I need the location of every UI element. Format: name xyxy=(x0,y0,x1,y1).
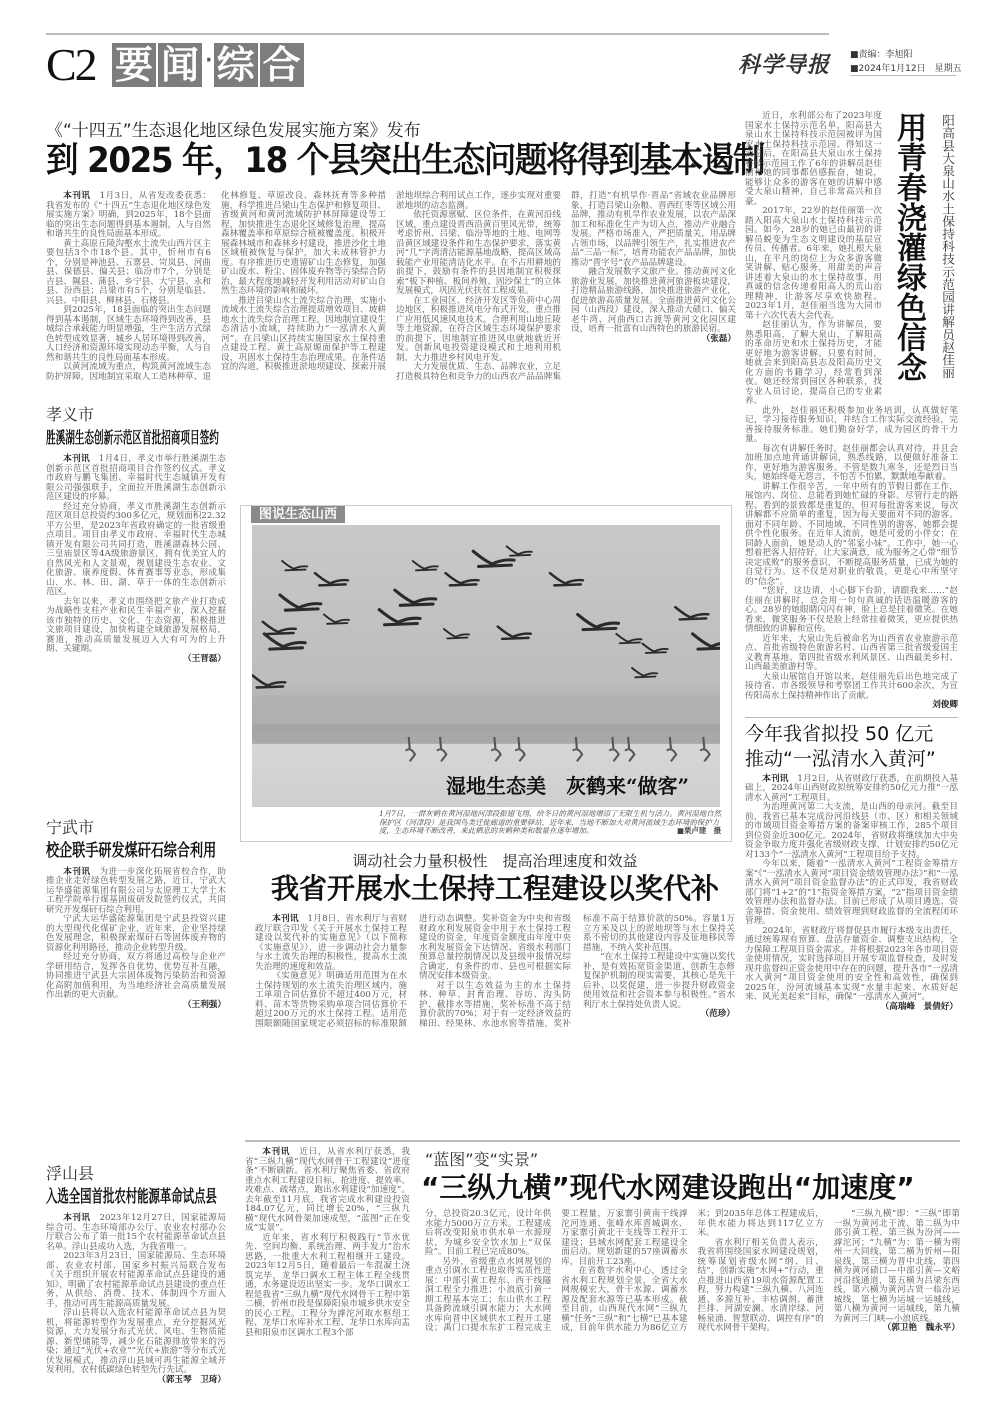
fushan-article xyxy=(46,1164,226,1385)
paragraph: “三纵九横”即：“三纵”即第一纵为黄河北干流、第二纵为中部引黄工程、第三纵为汾河——滹沱河；“九横”为：第一横为朔州一大同线，第二横为忻州—阳泉线，第三横为晋中北线，第四横为黄河碛口—中部引黄—文峪河沿线通道，第五横为吕梁东西线，第六横为黄河古贤一临汾运城线，第七横为运城一运城线，第八横为黄河一运城线，第九横为黄河三门峡—小浪底线。 xyxy=(833,1209,960,1324)
section-char: · xyxy=(204,43,214,78)
paragraph: 经过充分协商，孝义市胜溪湖生态创新示范区项目总投资约300多亿元，规划面积22.32平方公里，是2023年省政府确定的一批省级重点项目。项目由孝义市政府、幸福时代生态城镇开发有限公司共同打造，胜溪湖森林公园、三皇庙景区等4A级旅游景区，拥有优美宜人的自然风光和人文景观，规划建设生态农业、文化旅游、康养度假、体育赛事等业态，形成集山、水、林、田、湖、草于一体的生态创新示范区。 xyxy=(46,501,226,597)
shrub-line xyxy=(252,724,720,743)
fund-body xyxy=(745,775,958,1013)
masthead-right-rule xyxy=(850,75,956,76)
section-rule xyxy=(745,717,958,718)
fund-headline-line1: 今年我省拟投 50 亿元 xyxy=(745,722,934,745)
location-label: 孝义市 xyxy=(46,405,95,424)
photo-credit: ■栗卢建 摄 xyxy=(677,826,721,836)
paragraph: 今年以来，随着“一泓清水入黄河”工程资金筹措方案“《“一泓清水入黄河”项目资金绩效管理办法》”和“一泓清水入黄河”项目资金监督办法”的正式印发，我省财政部门将“1+2”的“1”指资金筹措方案，“2”指项目资金绩效管理办法和监督办法。目前已形成了从项目遴选、资金筹措、资金使用、绩效管理到财政监督的全流程闭环管理。 xyxy=(745,859,958,926)
article-body xyxy=(46,1214,226,1385)
soil-story xyxy=(255,852,735,1029)
paragraph: 1月2日，从省财政厅获悉，在前期投入基础上，2024年山西财政拟统筹安排约50亿元力推“一泓清水入黄河”工程项目。 xyxy=(745,773,958,803)
section-title xyxy=(112,43,306,87)
page-number: C2 xyxy=(46,39,96,90)
lead-tag: 本刊讯 xyxy=(63,191,91,201)
paragraph: 近年来，大泉山先后被命名为山西省农业旅游示范点、首批省级特色旅游名村、山西省第三批省级爱国主义教育基地、第四批省级水利风景区、山西最美乡村、山西最美旅游村等。 xyxy=(745,633,958,672)
paragraph: 每次有讲解任务时，赵佳丽都会认真对待，并且会加班加点地背诵讲解词，熟悉线路，以便做好准备工作，更好地为游客服务。不管是数九寒冬，还是烈日当头，她始终毫无怨言，不怕苦不怕累，默默地奉献着。 xyxy=(745,443,958,482)
paragraph: 分，总投资20.3亿元，设计年供水能力5000万立方米。工程建成后将改变阳泉市供水单一水源现状，为城乡安全饮水加上“双保险”。目前工程已完成80%。 xyxy=(425,1209,552,1257)
paragraph: 推进吕梁山水土流失综合治理，实施小流域水土流失综合治理提质增效项目、坡耕地水土流失综合治理工程，因地制宜建设生态清洁小流域，持续助力“一泓清水入黄河”。在吕梁山区持续实施国家水土保持重点建设工程、黄土高原塬面保护等工程建设，巩固水土保持生态治理成果。在条件适宜的沟道，积极推进淤地坝建设、探索开展淤地坝综合利用试点工作，逐步实现对重要淤地坝的动态监测。 xyxy=(221,191,561,372)
water-network-article xyxy=(245,1140,960,1338)
photo-caption xyxy=(379,810,721,836)
soil-story-body xyxy=(255,915,735,1029)
article-headline: 胜溪湖生态创新示范区首批招商项目签约 xyxy=(46,428,219,447)
water-lead-body xyxy=(245,1148,410,1338)
section-char: 综 xyxy=(214,43,258,87)
lead-tag: 本刊讯 xyxy=(63,454,90,464)
water-body xyxy=(425,1210,960,1334)
profile-article xyxy=(745,112,958,711)
section-char: 闻 xyxy=(158,43,202,87)
paragraph: 1月4日，孝义市举行胜溪湖生态创新示范区首批招商项目合作签约仪式。孝义市政府与鹏飞集团、幸福时代生态城镇开发有限公司强强联手，全面拉开胜溪湖生态创新示范区建设的序幕。 xyxy=(46,454,226,502)
top-story-headline: 到 2025 年，18 个县突出生态问题将得到基本遏制 xyxy=(46,141,765,181)
top-story-body xyxy=(46,192,736,382)
paragraph: 在工业园区、经济开发区等负荷中心周边地区，积极推进风电分布式开发，重点推广应用低风速风电技术。合理利用山地丘陵等土地资源，在符合区域生态环境保护要求的前提下，因地制宜推进风电就地就近开发。创新风电投资建设模式和土地利用机制，大力推进乡村风电开发。 xyxy=(396,295,561,363)
article-body xyxy=(46,455,226,664)
profile-subtitle: 阳高县大泉山水土保持科技示范园讲解员赵佳丽 xyxy=(940,114,955,379)
water-headline: “三纵九横”现代水网建设跑出“加速度” xyxy=(421,1171,915,1204)
paragraph: 大力发展优质、生态、品牌农业，立足打造极具特色和竞争力的山西农产品品牌集群，打造“有机旱作·晋品”省域农业品牌形象，打造吕梁山杂粮、晋西红枣等区域公用品牌，推动有机旱作农业发展，以农产品深加工和标准化生产为切入点，推动产业融合发展。严格市场准入，严把质量关，用品牌占领市场，以品牌引领生产，扎实推进农产品“三品一标”，培育功能农产品品牌，加快推动“晋字号”农产品品牌建设。 xyxy=(396,191,736,382)
section-rule xyxy=(245,1140,960,1142)
paragraph: 到2025年，18县面临的突出生态问题得到基本遏制，区域生态环境得到改善，县城综合承载能力明显增强，生产生活方式绿色转型成效显著，城乡人居环境得到改善，人口经济和资源环境实现动态平衡，人与自然和谐共生的良性局面基本形成。 xyxy=(46,305,211,363)
editor-credit: ■责编：李旭阳 xyxy=(850,50,913,60)
paragraph: 1月8日，省水利厅与省财政厅联合印发《关于开展水土保持工程建设以奖代补的实施意见》（以下简称《实施意见》），进一步调动社会力量参与水土流失治理的积极性，提高水土流失治理的速度和效益。 xyxy=(255,914,407,972)
byline: （高瑞峰 景倩好） xyxy=(880,1001,958,1012)
lead-tag: 本刊讯 xyxy=(762,773,789,784)
xiaoyi-article xyxy=(46,405,226,664)
article-body xyxy=(46,868,226,1011)
issue-date: ■2024年1月12日 星期五 xyxy=(850,64,962,74)
byline: （郭卫艳 魏永平） xyxy=(882,1323,960,1333)
paragraph: “在水土保持工程建设中实施以奖代补，是有效拓宽资金渠道、创新生态修复保护机制的现实需要，其核心是先干后补、以奖促建，进一步提升财政资金使用效益和社会资本参与积极性。”省水利厅水土保持处负责人说。 xyxy=(583,952,735,1010)
paragraph: “您好，这边请，小心脚下台阶，请跟我来……”赵佳丽在讲解时，总会用一句句真诚的话语温暖游客的心。28岁的她眼睛闪闪有神，脸上总是挂着微笑。在她看来，微笑服务不仅是脸上经常挂着微笑，更应提供热情细致的讲解和宣传。 xyxy=(745,586,958,634)
byline: 刘俊卿 xyxy=(932,700,958,710)
paragraph: 大泉山展馆自开馆以来，赵佳丽先后出色地完成了接待省、市各级领导和考察团工作共计600余次，为宣传阳高水土保持精神作出了贡献。 xyxy=(745,671,958,701)
lead-tag: 本刊讯 xyxy=(63,866,91,877)
paragraph: 此外，赵佳丽还积极参加业务培训，认真做好笔记，学习接待服务知识，并结合工作实际交流经验，完善接待服务标准。她们勤奋好学，成为园区的骨干力量。 xyxy=(745,405,958,444)
paragraph: 2024年，省财政厅将督促县市履行本级支出责任，通过统筹现有预算、盘活存量资金、调整支出结构，全力保障工程项目资金需求。并将根据2023年各市项目资金使用情况，实时选择项目开展专项监督检查，及时发现并监督纠正资金使用中存在的问题，提升各市“一泓清水入黄河”项目资金使用的安全性和高效性，确保到2025年，汾河流域基本实现“水量丰起来、水质好起来、风光美起来”目标，确保“一泓清水入黄河”。 xyxy=(745,925,958,1002)
paragraph: 近日，从省水利厅获悉，我省“三纵九横”现代水网骨干工程建设“进度条”不断刷新。省水利厅聚焦省委、省政府重点水利工程建设目标，抢进度、提效率、攻难点、疏堵点，跑出水利建设“加速度”。去年截至11月底，我省完成水利建设投资184.07亿元，同比增长20%，“三纵九横”现代水网骨架加速成型，“蓝图”正在变成“实景”。 xyxy=(245,1147,410,1233)
byline: （范珍） xyxy=(700,1009,735,1019)
paragraph: 赵佳丽认为，作为讲解员，要熟悉阳高，了解大泉山，了解阳高的革命历史和水土保持历史，才能更好地为游客讲解。只要有时间，她就会来到阳高县志及阳高历史文化方面的书籍学习，经常看到深夜。她还经常到园区各种联系，找专业人员讨论，提高自己的专业素养。 xyxy=(745,320,882,406)
lead-tag: 本刊讯 xyxy=(63,1213,91,1223)
paragraph: 另外，省级重点水网规划的重点引调水工程也取得实质性进展：中部引黄工程东、西干线隧洞工程全力推进；小浪底引黄一期工程基本完工；东山供水工程具备跨流域引调水能力；大水网水库向晋中区域供水工程开工建设；禹门口提水东扩工程完成主要工程量，万家寨引黄南干线滹沱河连通、张峰水库晋城调水、万家寨引黄北干支线等工程开工建设；县域水网配套工程建设全面启动。规划新建的57座调蓄水库，目前开工23座。 xyxy=(425,1209,688,1333)
paragraph: 省水利厅相关负责人表示，我省将围绕国家水网建设规划，统筹谋划省级水网“纲、目、结”，创新实施“水网+”行动，重点推进山西省19项水资源配置工程，努力构建“三纵九横、八河连通、多源互补、丰枯调剂、蓄泄拦排、河湖安澜、水清岸绿、河畅泉涌、智慧联动、调控有序”的现代水网骨干架构。 xyxy=(697,1237,824,1333)
location-label: 宁武市 xyxy=(46,817,95,837)
paragraph: 宁武大运华盛能源集团是宁武县投资兴建的大型现代化煤矿企业，近年来，企业坚持绿色发展理念，积极探索煤矸石等固体废弃物的资源化利用路径，推动企业转型升级。 xyxy=(46,914,226,953)
paragraph: 《实施意见》明确适用范围为在水土保持规划的水土流失治理区域内，施工单项合同估算价不超过400万元，材料、苗木等货物采购单项合同估算价不超过200万元的水土保持工程。适用范围限额随国家规定必须招标的标准限额进行动态调整。奖补资金为中央和省级财政水利发展资金中用于水土保持工程建设的资金，年度资金额度由年度中央水利发展资金下达情况、省级水利部门预算总量控制情况以及县级申报情况综合确定，有条件的市、县也可根据实际情况安排本级资金。 xyxy=(255,914,571,1029)
photo-feature-box xyxy=(240,505,732,842)
paragraph: 黄土高原丘陵沟壑水土流失山西片区主要包括3个市18个县。其中，忻州市有6个，分别是神池县、五寨县、岢岚县、河曲县、保德县、偏关县；临汾市7个，分别是吉县、隰县、蒲县、乡宁县、大宁县、永和县、汾西县；吕梁市有5个，分别是临县、兴县、中阳县、柳林县、石楼县。 xyxy=(46,238,211,306)
soil-story-kicker: 调动社会力量积极性 提高治理速度和效益 xyxy=(352,852,638,870)
paragraph: 为进一步深化拓展省校合作，助推企业走好绿色转型发展之路，近日，宁武大运华盛能源集团有限公司与太原理工大学土木工程学院举行煤基固废研发院签约仪式，共同研究开发煤矸石综合利用。 xyxy=(46,866,226,915)
masthead-top-rule xyxy=(46,33,829,35)
paragraph: 融合发展数字文旅产业。推动黄河文化旅游业发展，加快推进黄河旅游板块建设，打造精品旅游线路，加快推进旅游产业化，促进旅游高质量发展。全面推进黄河文化公园（山西段）建设，深入推动大碛口、偏关老牛湾、河曲西口古渡等黄河文化园区建设，培育一批富有山西特色的旅游民宿。 xyxy=(571,267,736,334)
article-headline: 入选全国首批农村能源革命试点县 xyxy=(46,1187,217,1207)
paragraph: 去年以来，孝义市围绕把文旅产业打造成为战略性支柱产业和民生幸福产业，深入挖掘该市独特的历史、文化、生态资源，积极推进文旅项目建设，加快构建全域旅游发展格局，赛道，推动高质量发展迈入大有可为的上升期、关键期。 xyxy=(46,596,226,654)
paragraph: 2023年3月23日，国家能源局、生态环境部、农业农村部、国家乡村振兴局联合发布《关于组织开展农村能源革命试点县建设的通知》，明确了农村能源革命试点县建设的重点任务，从供给、消费、技术、体制四个方面入手，推动可再生能源高质量发展。 xyxy=(46,1251,226,1309)
photo-title: 湿地生态美 灰鹤来“做客” xyxy=(446,774,690,798)
section-char: 合 xyxy=(260,43,304,87)
soil-story-headline: 我省开展水土保持工程建设以奖代补 xyxy=(270,872,719,905)
ningwu-article xyxy=(46,818,226,1011)
paragraph: 2017年，22岁的赵佳丽第一次踏入阳高大泉山水土保持科技示范园。如今，28岁的她已由最初的讲解员蜕变为生态文明建设的基层宣传员、传播者。6年来，她扎根大泉山，在平凡的岗位上为众多游客微笑讲解、贴心服务，用甜美的声音讲述着大泉山的水土保持故事，用真诚的信念传递着阳高人的荒山治理精神，让游客尽享欢快旅程。2023年1月，赵佳丽当选为大同市第十六次代表大会代表。 xyxy=(745,206,882,321)
paragraph: 近日，水利部公布了2023年度国家水土保持示范名单，阳高县大泉山水土保持科技示范园被评为国家水土保持科技示范园。得知这一消息后，在阳高县大泉山水土保持科技示范园工作了6年的讲解员赵佳丽和她的同事都倍感振奋，她说，能够让众多的游客在她的讲解中感受大泉山精神，自己非常高兴和自豪。 xyxy=(745,111,882,207)
paragraph: 浮山县将以入选农村能源革命试点县为契机，将能源转型作为发展重点，充分挖掘风光资源，大力发展分布式光伏、风电、生物质能源、新型储能等，减少化石能源排放带来的污染；通过“光伏+农业”“光伏+旅游”等分布式光伏发展模式，推动浮山县域可再生能源全域开发利用，农村低碳绿色转型先行先试。 xyxy=(46,1308,226,1375)
section-char: 要 xyxy=(112,43,156,87)
lead-tag: 本刊讯 xyxy=(272,914,299,924)
lead-tag: 本刊讯 xyxy=(262,1147,291,1157)
water-kicker: “蓝图”变“实景” xyxy=(425,1150,539,1169)
byline: （张磊） xyxy=(701,333,736,344)
paragraph: 1月3日，从省发改委获悉：我省发布的《“十四五”生态退化地区绿色发展实施方案》明确，到2025年，18个县面临的突出生态问题得到基本遏制，人与自然和谐共生的良性局面基本形成。 xyxy=(46,191,211,239)
photo-section-tag: 图说生态山西 xyxy=(251,506,345,523)
paragraph: 讲解工作很辛苦，一年中所有的节假日都在工作，展馆内、岗位、总能看到她忙碌的身影。尽管行走的路程、看到的景致都是重复的，但对每批游客来说，每次讲解都不应简单的重复，因为每天要面对不同的游客。面对不同年龄、不同地域、不同性别的游客，她都会提供个性化服务。在近年人流前，她是可爱的小伴女；在同龄人面前，她是动人的“邻家小妹”。工作中，她一心想着把客人招待好，让大家满意，成为服务之心带“细节决定成败”的服务意识，不断提高服务质量，已成为她的自觉行为。这不仅是对职业的敬畏，更是心中所坚守的“信念”。 xyxy=(745,481,958,587)
article-headline: 校企联手研发煤矸石综合利用 xyxy=(46,840,217,861)
paragraph: 对于以生态效益为主的水土保持林、种草、封育治理、谷坊、沟头防护、截排水等措施，奖补标准不高于结算价款的70%；对于有一定经济效益的梯田、经果林、水池水窖等措施，奖补标准不高于结算价款的50%。容量1万立方米及以上的淤地坝等与水土保持关系不密切的其他建设内容及征地移民等措施，不纳入奖补范围。 xyxy=(419,914,735,1029)
profile-headline: 用青春浇灌绿色信念 xyxy=(891,112,926,382)
location-label: 浮山县 xyxy=(46,1164,95,1183)
paragraph: 2023年12月27日，国家能源局综合司、生态环境部办公厅、农业农村部办公厅联合公布了第一批15个农村能源革命试点县名单。浮山县成功入选，为我省唯一。 xyxy=(46,1213,226,1252)
fund-headline-line2: 推动“一泓清水入黄河” xyxy=(745,747,936,770)
left-column xyxy=(46,405,226,1385)
byline: （王晋磊） xyxy=(183,653,226,664)
profile-vertical-heading xyxy=(888,112,958,388)
paragraph: 依托资源禀赋、区位条件，在黄河沿线区域，重点建设晋西沿黄百里风光带，统筹考虑忻州、吕梁、临汾等地的土地、电网等沿黄区域建设条件和生态保护要求，落实黄河“几”字湾清洁能源基地战略，提高区域高载能产业用能清洁化水平。在不占用耕地的前提下，鼓励有条件的县因地制宜积极探索“板下种植、板间养殖、固沙保土”的立体发展模式，巩固光伏扶贫工程成果。 xyxy=(396,210,561,296)
caption-text: 1月7日，一群灰鹤在黄河湿地河津段振翅飞翔，给冬日的黄河湿地增添了无限生机与活力。黄河湿地自然保护区（河津段）是我国鸟类迁徙廊道的重要驿站，近年来，当地不断加大对黄河流域生态环境的保护力度，生态环境不断改善，来此栖息的灰鹤种类和数量在逐年增加。 xyxy=(379,809,721,836)
byline: （郭玉琴 卫琦） xyxy=(157,1374,226,1385)
paragraph: 为治理黄河第二大支流，是山西的母亲河。截至目前，我省已基本完成汾河沿线县（市、区）和相关领域的市域项目资金筹措方案的备案审核工作，285个项目到位资金近300亿元。2024年，省财政将继续加大中央资金争取力度并强化省级财政支撑，计划安排约50亿元对133个“一泓清水入黄河”工程项目给予支持。 xyxy=(745,802,958,860)
newspaper-logo: 科学导报 xyxy=(738,52,831,78)
paragraph: 经过充分协商，双方将通过高校与企业产学研用结合，发挥各自优势，优势互补互融，协同推进宁武县大宗固体废物污染防治和资源化高附加值利用，为当地经济社会高质量发展作出新的更大贡献。 xyxy=(46,952,226,1001)
right-column xyxy=(745,112,958,1012)
paragraph: 以黄河流域为重点，构筑黄河流域生态防护屏障，因地制宜采取人工造林种草、退化林修复、草原改良、森林抚育等多种措施，科学推进吕梁山生态保护和修复项目、省级黄河和黄河流域防护林屏障建设等工程，加快推进生态退化区域修复治理，提高森林覆盖率和草原综合植被覆盖度。积极开展森林城市和森林乡村建设，推进沙化土地区域植被恢复与保护，加大未成林管护力度。有序推进历史遗留矿山生态修复，加强矿山废水、粉尘、固体废弃物等污染综合防治，最大程度地减轻开发利用活动对矿山自然生态环境的影响和破坏。 xyxy=(46,191,386,382)
top-story-kicker: 《“十四五”生态退化地区绿色发展实施方案》发布 xyxy=(46,121,421,141)
crane-photo xyxy=(252,525,720,807)
byline: （王利强） xyxy=(183,999,226,1010)
paragraph: 近年来，省水利厅积极践行“节水优先、空间均衡、系统治理、两手发力”治水思路，一批重大水利工程相继开工建设。2023年12月5日，随着最后一车混凝土浇筑完毕，龙华口调水工程主体工程全线贯通，水务建设迈出坚实一步。龙华口调水工程是我省“三纵九横”现代水网骨干工程中第二横，忻州市段是保障阳泉市城乡供水安全的民心工程。工程分为滹沱河取水枢纽工程、龙华口水库补水工程、龙华口水库向盂县和阳泉市区调水工程3个部 xyxy=(245,1232,410,1338)
paragraph: 在省数字水利中心，透过全省水利工程规划全景，全省大水网规模宏大，骨干水源、调蓄水源及配套水源等已基本形成。截至目前，山西现代水网“三纵九横”任务“三纵”和“七横”已基本建成，目前年供水能力为86亿立方米；到2035年总体工程建成后，年供水能力将达到117亿立方米。 xyxy=(561,1209,824,1333)
